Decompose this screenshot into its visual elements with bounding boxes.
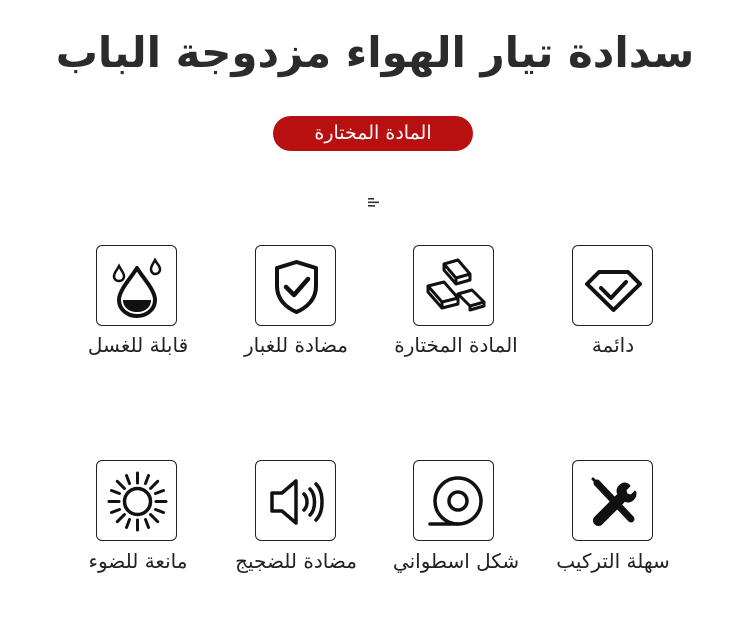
gold-bars-icon (413, 245, 494, 326)
material-badge: المادة المختارة (273, 116, 473, 151)
lines-icon (367, 197, 381, 209)
page-title: سدادة تيار الهواء مزدوجة الباب (55, 28, 695, 77)
feature-label: سهلة التركيب (556, 549, 670, 573)
tools-icon (572, 460, 653, 541)
sun-icon (96, 460, 177, 541)
diamond-icon (572, 245, 653, 326)
shield-check-icon (255, 245, 336, 326)
feature-label: قابلة للغسل (87, 333, 189, 357)
feature-label: مضادة للضجيج (235, 549, 357, 573)
water-drop-icon (96, 245, 177, 326)
feature-label: شكل اسطواني (392, 549, 520, 573)
feature-label: دائمة (591, 333, 635, 357)
feature-label: مضادة للغبار (243, 333, 349, 357)
speaker-icon (255, 460, 336, 541)
tape-roll-icon (413, 460, 494, 541)
feature-label: المادة المختارة (394, 333, 518, 357)
feature-label: مانعة للضوء (88, 549, 188, 573)
